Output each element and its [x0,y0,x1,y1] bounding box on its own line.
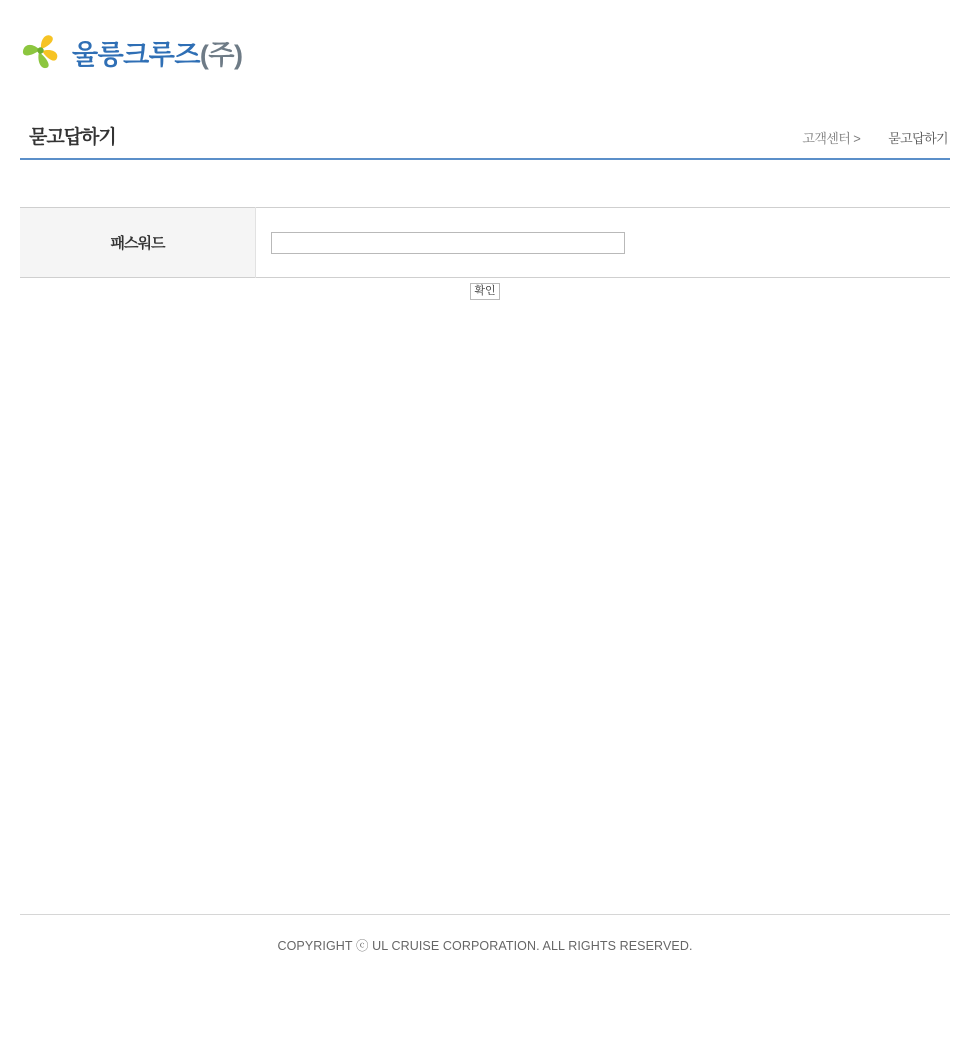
brand-name-primary: 울릉크루즈 [72,39,200,70]
site-header [0,0,970,104]
copyright-text: COPYRIGHT ⓒ UL CRUISE CORPORATION. ALL RIGHTS RESERVED. [277,939,693,953]
password-label: 패스워드 [20,208,256,278]
page-title: 묻고답하기 [29,126,116,148]
submit-row [40,278,930,300]
password-input[interactable] [271,232,625,254]
site-logo-link[interactable] [20,31,243,73]
breadcrumb-current: 묻고답하기 [888,130,948,146]
site-brand-name [72,33,243,72]
password-form-table [20,207,950,278]
main-content [20,160,950,300]
page-titlebar [20,104,950,160]
site-footer [20,914,950,954]
breadcrumb [802,116,950,147]
pinwheel-flower-logo-icon [20,31,62,73]
breadcrumb-parent[interactable]: 고객센터 > [802,130,861,146]
brand-name-suffix: (주) [199,39,243,70]
password-cell [256,208,951,278]
submit-button[interactable]: 확인 [470,283,500,300]
table-row [20,208,950,278]
